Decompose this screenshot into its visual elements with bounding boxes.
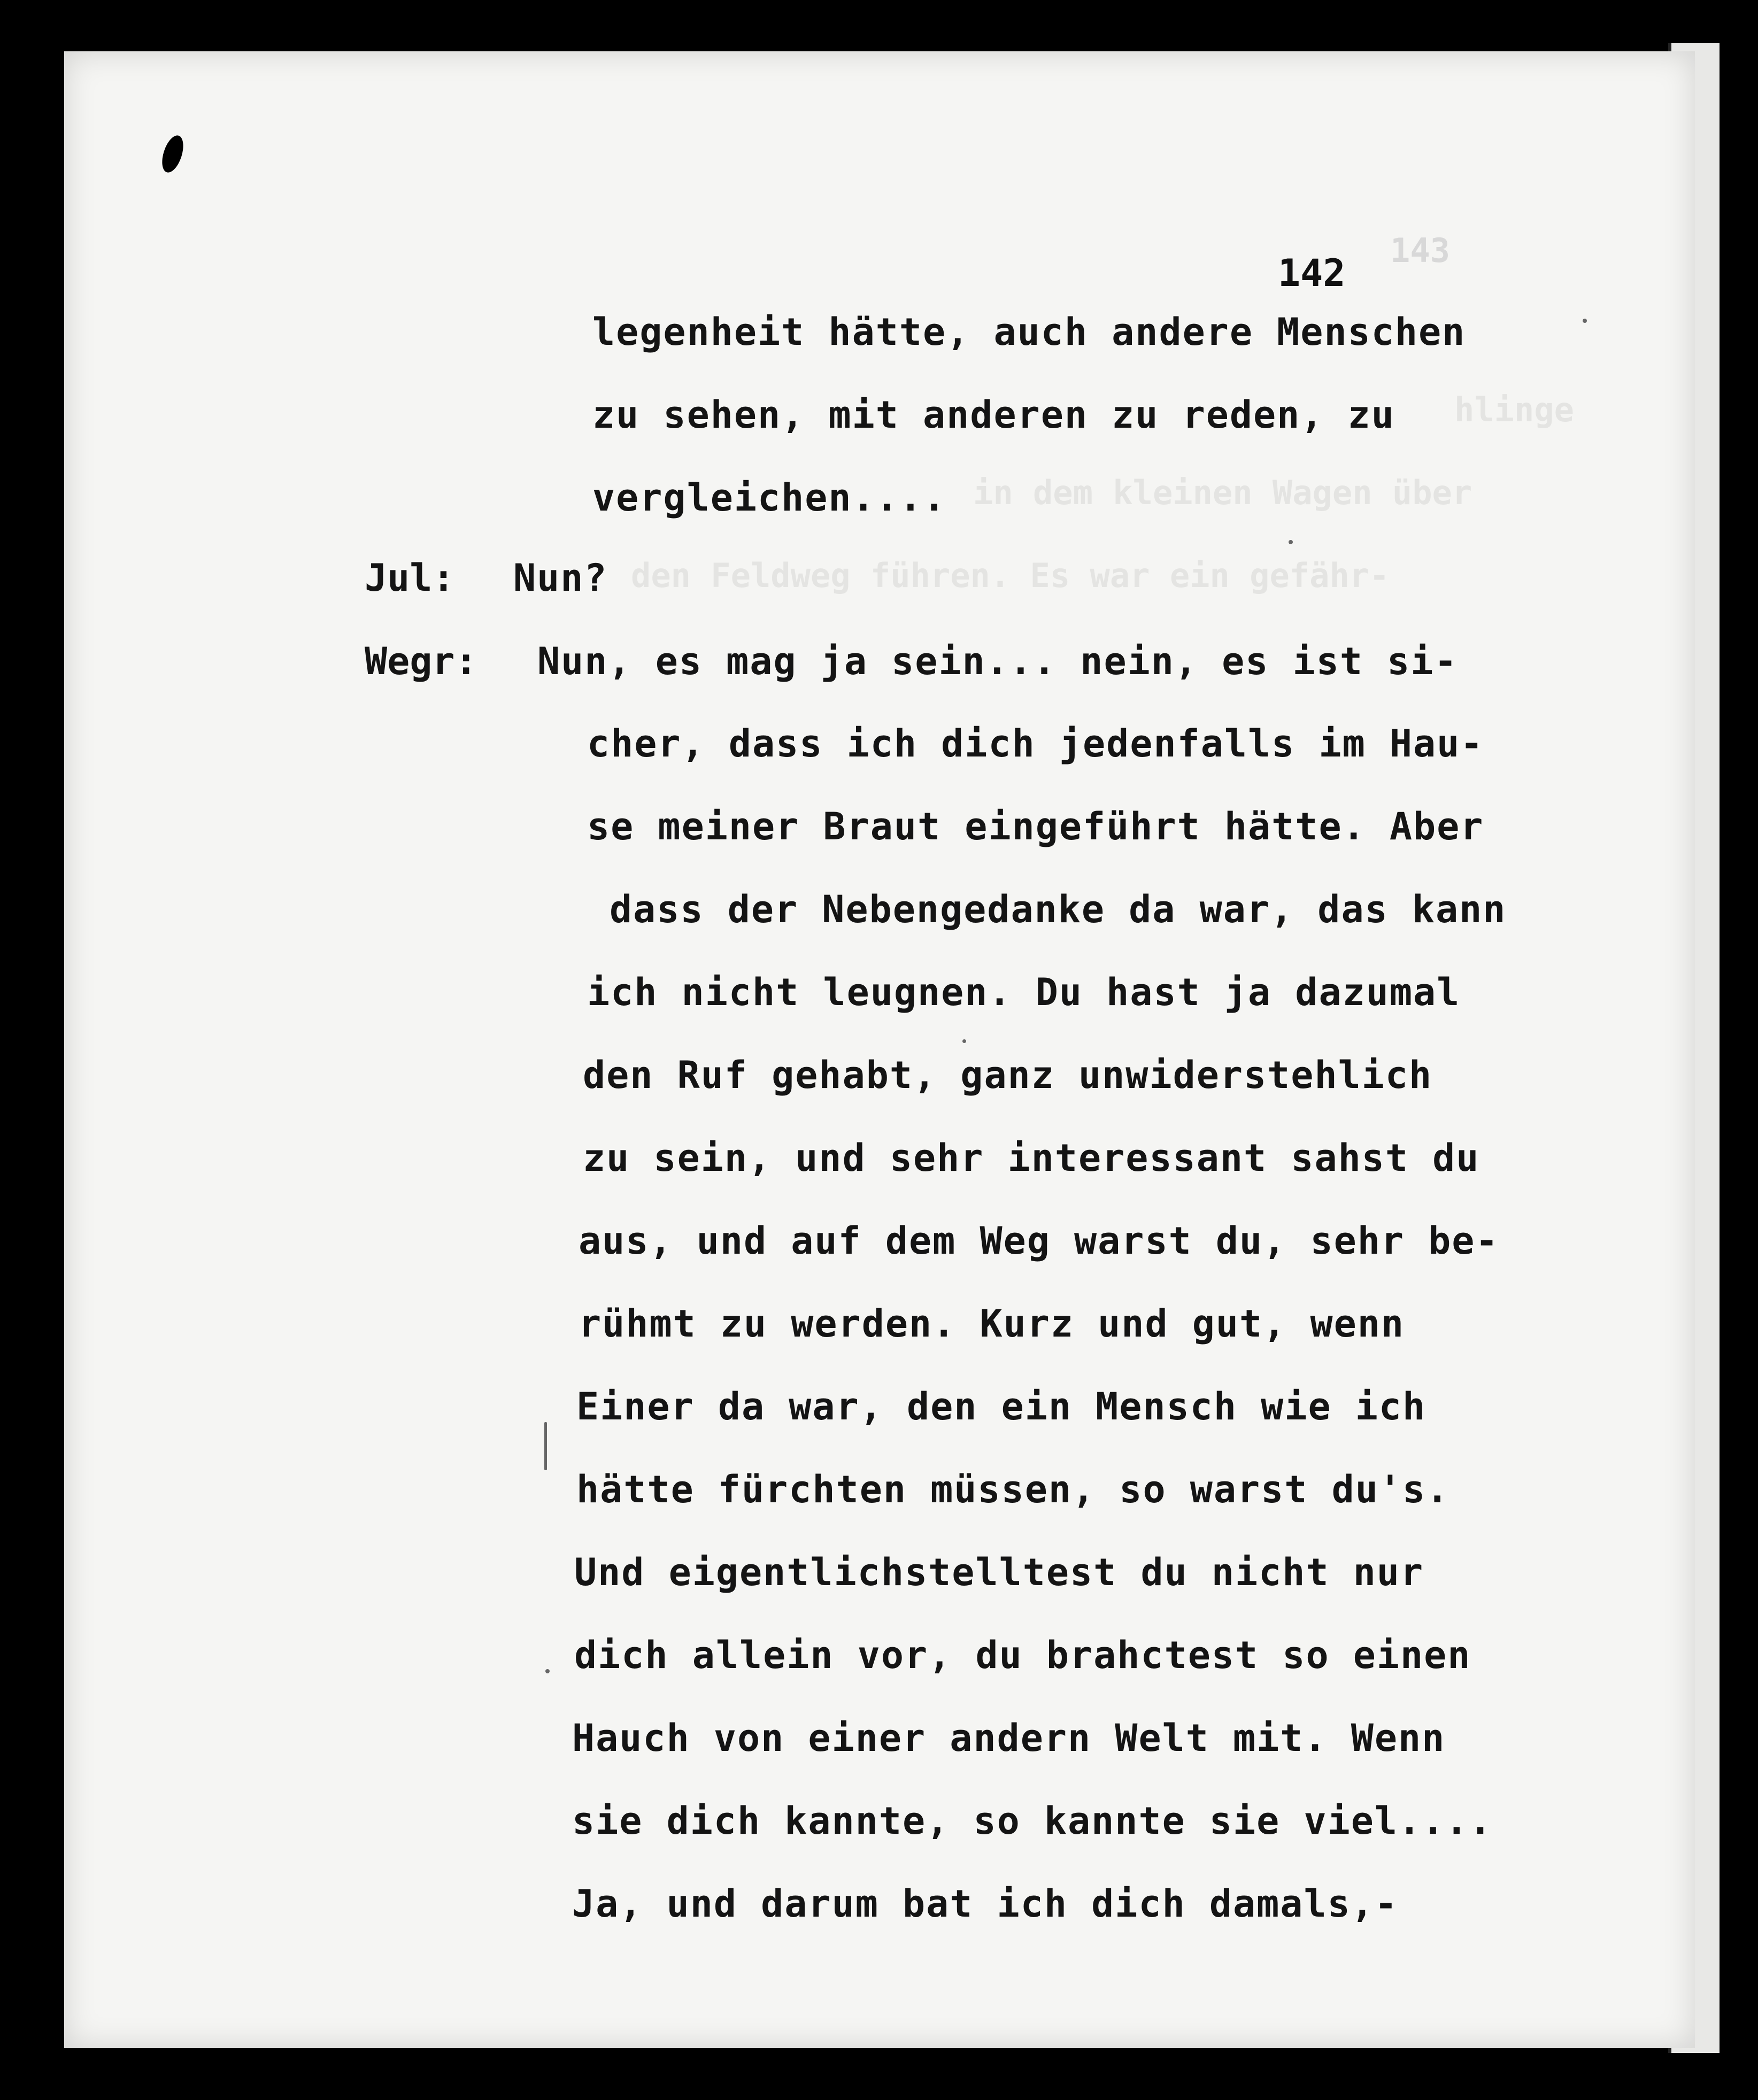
page-number: 142 — [1278, 251, 1346, 295]
bleed-through-line: hlinge — [1454, 390, 1574, 429]
jul-line: Nun? — [513, 556, 608, 600]
speaker-jul: Jul: — [365, 556, 455, 600]
scan-speck — [962, 1039, 966, 1043]
scan-speck — [545, 1669, 550, 1673]
wegr-line: Ja, und darum bat ich dich damals,- — [572, 1882, 1399, 1926]
wegr-line: Hauch von einer andern Welt mit. Wenn — [572, 1716, 1446, 1760]
scan-speck — [1583, 319, 1587, 323]
wegr-line: hätte fürchten müssen, so warst du's. — [576, 1468, 1450, 1511]
wegr-line: Nun, es mag ja sein... nein, es ist si- — [537, 639, 1458, 683]
continuation-line: vergleichen.... — [592, 476, 947, 520]
wegr-line: dich allein vor, du brahctest so einen — [574, 1633, 1471, 1677]
wegr-line: rühmt zu werden. Kurz und gut, wenn — [579, 1302, 1405, 1346]
wegr-line: Einer da war, den ein Mensch wie ich — [576, 1385, 1427, 1429]
wegr-line: Und eigentlichstelltest du nicht nur — [574, 1550, 1424, 1594]
wegr-line: cher, dass ich dich jedenfalls im Hau- — [587, 722, 1484, 766]
wegr-line: den Ruf gehabt, ganz unwiderstehlich — [583, 1053, 1433, 1097]
bleed-through-line: in dem kleinen Wagen über — [973, 473, 1472, 512]
scan-speck — [1289, 540, 1293, 544]
wegr-line: sie dich kannte, so kannte sie viel.... — [572, 1799, 1493, 1843]
bleed-through-line: den Feldweg führen. Es war ein gefähr- — [631, 556, 1390, 595]
scan-mark — [544, 1422, 547, 1470]
wegr-line: zu sein, und sehr interessant sahst du — [583, 1136, 1480, 1180]
wegr-line: ich nicht leugnen. Du hast ja dazumal — [587, 970, 1461, 1014]
wegr-line: se meiner Braut eingeführt hätte. Aber — [587, 805, 1484, 848]
wegr-line: aus, und auf dem Weg warst du, sehr be- — [579, 1219, 1499, 1263]
wegr-line: dass der Nebengedanke da war, das kann — [610, 887, 1507, 931]
continuation-line: legenheit hätte, auch andere Menschen — [592, 310, 1466, 354]
ghost-page-number: 143 — [1390, 231, 1450, 270]
continuation-line: zu sehen, mit anderen zu reden, zu — [592, 393, 1395, 437]
speaker-wegr: Wegr: — [365, 639, 477, 683]
